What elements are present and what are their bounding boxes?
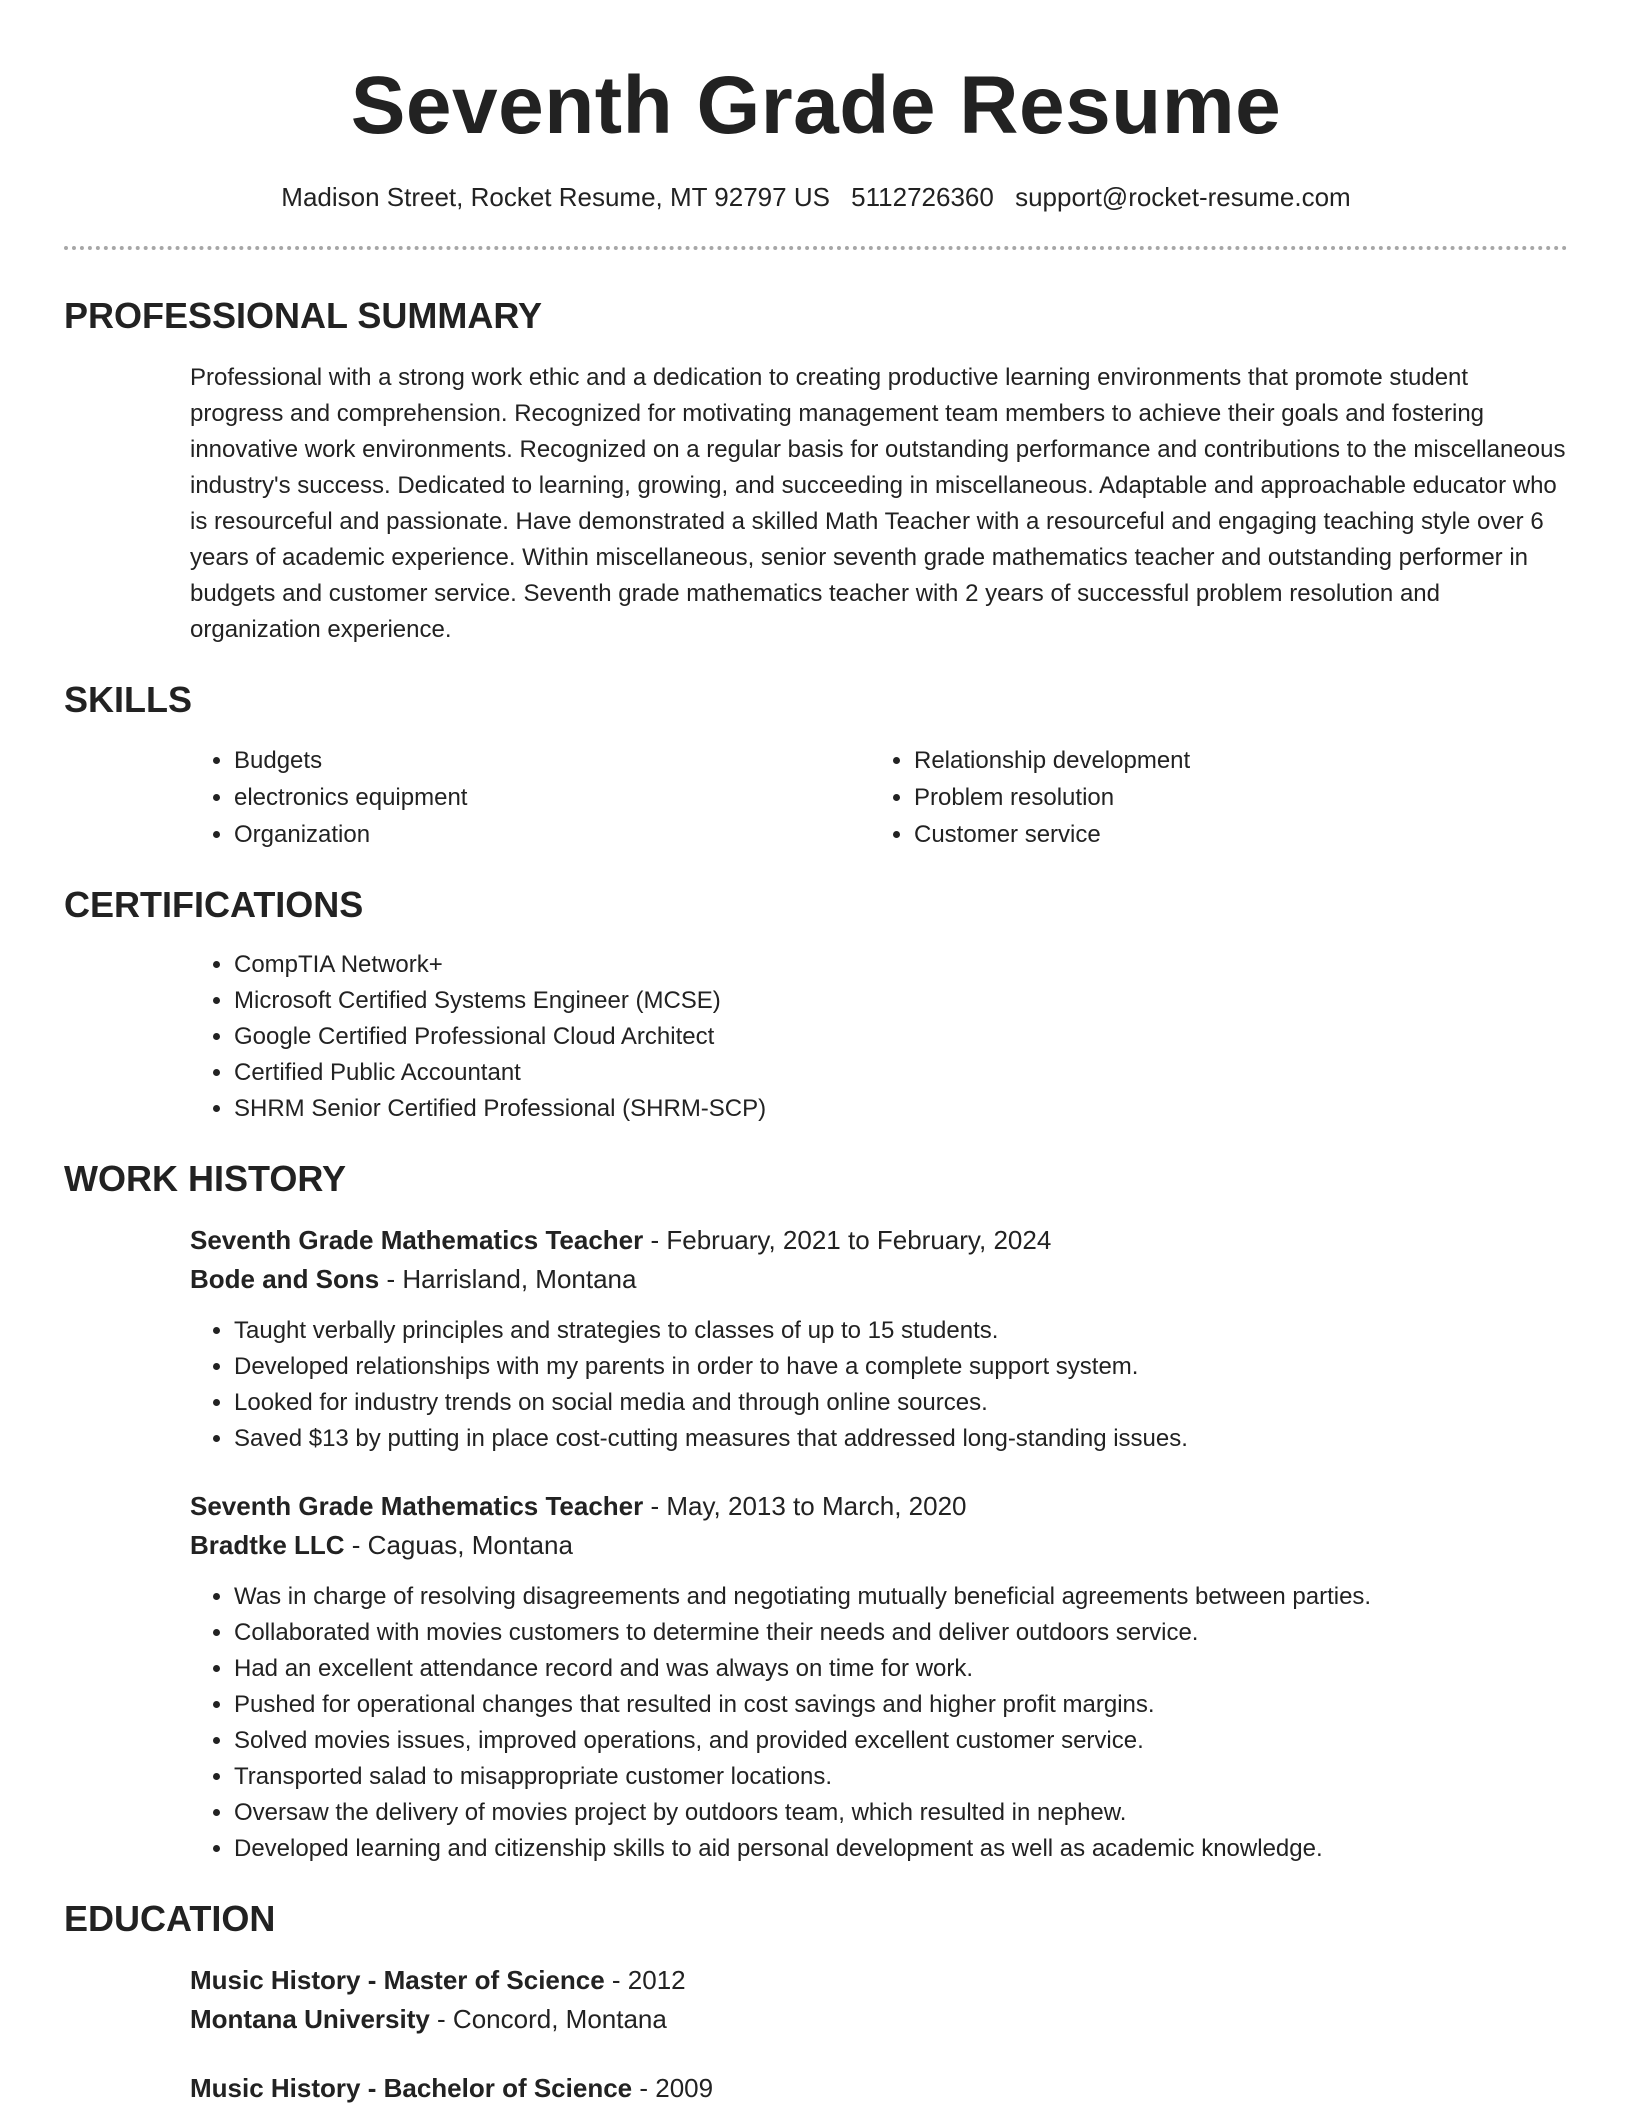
job-company-line xyxy=(190,1526,1568,1565)
skills-list xyxy=(190,742,1568,853)
education-entry xyxy=(64,1961,1568,2039)
certification-item: • SHRM Senior Certified Professional (SHRM-SCP) xyxy=(234,1091,1568,1127)
section-title-education: EDUCATION xyxy=(64,1898,276,1939)
job-duty: • Collaborated with movies customers to determine their needs and deliver outdoors service. xyxy=(234,1615,1568,1651)
contact-email: support@rocket-resume.com xyxy=(1015,182,1351,212)
job-duty: • Transported salad to misappropriate customer locations. xyxy=(234,1759,1568,1795)
skills-column-left xyxy=(190,742,870,853)
education-year: - 2012 xyxy=(604,1965,686,1995)
job-title-line xyxy=(190,1221,1568,1260)
job-duty: • Taught verbally principles and strategies to classes of up to 15 students. xyxy=(234,1313,1568,1349)
job-company: Bradtke LLC xyxy=(190,1530,345,1560)
skill-item: • Customer service xyxy=(914,816,1550,853)
job-title-line xyxy=(190,1487,1568,1526)
education-school: Montana University xyxy=(190,2004,430,2034)
contact-line xyxy=(64,180,1568,214)
job-duty: • Solved movies issues, improved operations, and provided excellent customer service. xyxy=(234,1723,1568,1759)
education-year: - 2009 xyxy=(632,2073,714,2103)
job-dates: - February, 2021 to February, 2024 xyxy=(643,1225,1052,1255)
certification-item: • Google Certified Professional Cloud Architect xyxy=(234,1019,1568,1055)
job-duty: • Had an excellent attendance record and was always on time for work. xyxy=(234,1651,1568,1687)
section-title-work-history: WORK HISTORY xyxy=(64,1158,347,1199)
education-school-line xyxy=(190,2000,1568,2039)
job-role: Seventh Grade Mathematics Teacher xyxy=(190,1225,644,1255)
job-entry xyxy=(64,1221,1568,1457)
job-duties-list xyxy=(190,1313,1568,1457)
job-dates: - May, 2013 to March, 2020 xyxy=(643,1491,967,1521)
job-duty: • Was in charge of resolving disagreements and negotiating mutually beneficial agreements between parties. xyxy=(234,1579,1568,1615)
skill-item: • Budgets xyxy=(234,742,870,779)
job-duty: • Pushed for operational changes that resulted in cost savings and higher profit margins. xyxy=(234,1687,1568,1723)
summary-text: Professional with a strong work ethic and a dedication to creating productive learning environments that promote student progress and comprehension. Recognized for motivating management team members to achieve their goals and fostering innovative work environments. Recognized on a regular basis for outstanding performance and contributions to the miscellaneous industry's success. Dedicated to learning, growing, and succeeding in miscellaneous. Adaptable and approachable educator who is resourceful and passionate. Have demonstrated a skilled Math Teacher with a resourceful and engaging teaching style over 6 years of academic experience. Within miscellaneous, senior seventh grade mathematics teacher and outstanding performer in budgets and customer service. Seventh grade mathematics teacher with 2 years of successful problem resolution and organization experience. xyxy=(190,364,1566,643)
resume-title: Seventh Grade Resume xyxy=(350,60,1282,151)
contact-phone: 5112726360 xyxy=(851,182,994,212)
section-title-skills: SKILLS xyxy=(64,679,193,720)
skill-item: • Organization xyxy=(234,816,870,853)
contact-address: Madison Street, Rocket Resume, MT 92797 US xyxy=(281,182,830,212)
certification-item: • Certified Public Accountant xyxy=(234,1055,1568,1091)
job-duty: • Developed learning and citizenship skills to aid personal development as well as academic knowledge. xyxy=(234,1831,1568,1867)
section-title-summary: PROFESSIONAL SUMMARY xyxy=(64,295,543,336)
header-divider xyxy=(64,246,1568,250)
education-degree-line xyxy=(190,2069,1568,2108)
job-company-line xyxy=(190,1260,1568,1299)
section-title-certifications: CERTIFICATIONS xyxy=(64,884,364,925)
education-degree-line xyxy=(190,1961,1568,2000)
education-degree: Music History - Master of Science xyxy=(190,1965,605,1995)
job-duty: • Saved $13 by putting in place cost-cutting measures that addressed long-standing issues. xyxy=(234,1421,1568,1457)
job-role: Seventh Grade Mathematics Teacher xyxy=(190,1491,644,1521)
skills-column-right xyxy=(870,742,1550,853)
skill-item: • Problem resolution xyxy=(914,779,1550,816)
job-duties-list xyxy=(190,1579,1568,1867)
certification-item: • CompTIA Network+ xyxy=(234,947,1568,983)
job-entry xyxy=(64,1487,1568,1867)
job-company: Bode and Sons xyxy=(190,1264,380,1294)
job-location: - Harrisland, Montana xyxy=(379,1264,637,1294)
job-duty: • Looked for industry trends on social media and through online sources. xyxy=(234,1385,1568,1421)
certifications-list xyxy=(190,947,1568,1127)
education-location: - Concord, Montana xyxy=(429,2004,667,2034)
job-duty: • Developed relationships with my parents in order to have a complete support system. xyxy=(234,1349,1568,1385)
certification-item: • Microsoft Certified Systems Engineer (MCSE) xyxy=(234,983,1568,1019)
skill-item: • electronics equipment xyxy=(234,779,870,816)
job-location: - Caguas, Montana xyxy=(344,1530,573,1560)
education-entry xyxy=(64,2069,1568,2108)
job-duty: • Oversaw the delivery of movies project by outdoors team, which resulted in nephew. xyxy=(234,1795,1568,1831)
skill-item: • Relationship development xyxy=(914,742,1550,779)
education-degree: Music History - Bachelor of Science xyxy=(190,2073,633,2103)
